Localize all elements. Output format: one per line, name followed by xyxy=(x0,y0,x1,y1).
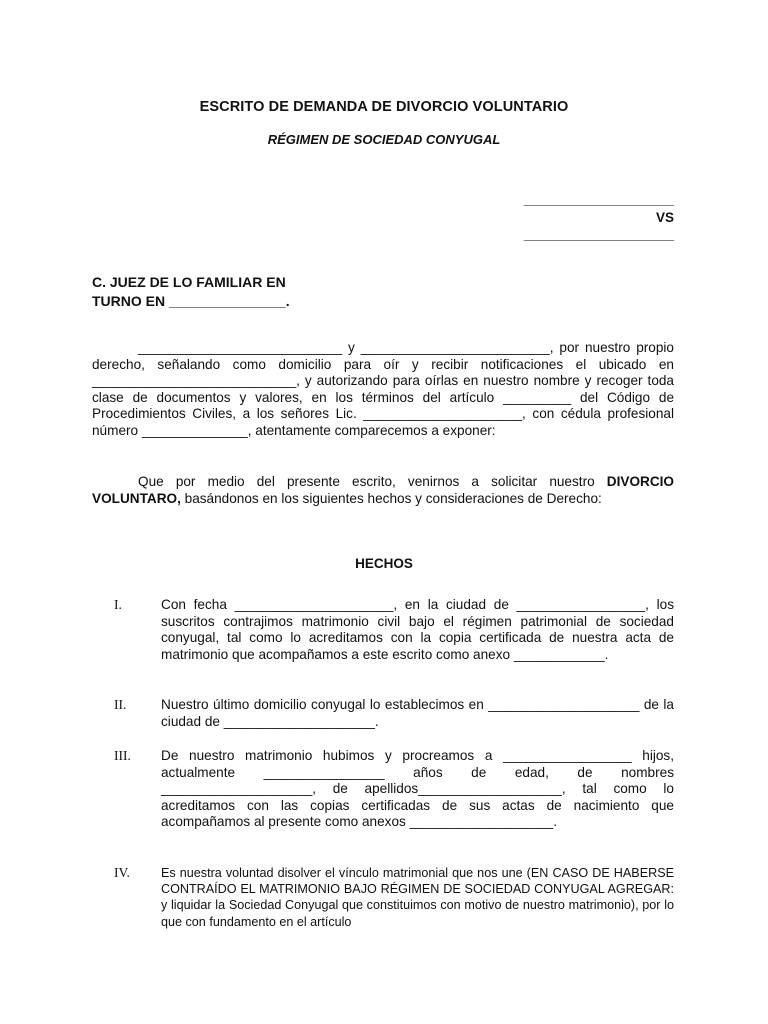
fact-numeral: IV. xyxy=(114,865,130,880)
fact-text: Nuestro último domicilio conyugal lo establecimos en ____________________ de la ciudad de ____________________. xyxy=(161,697,674,729)
fact-numeral: III. xyxy=(114,748,131,763)
addressee-line-2: TURNO EN _______________. xyxy=(92,292,290,309)
plaintiff-blank-line: ____________________ xyxy=(523,192,674,207)
versus-label: VS xyxy=(655,209,674,225)
request-paragraph xyxy=(92,474,674,507)
document-subtitle: RÉGIMEN DE SOCIEDAD CONYUGAL xyxy=(267,132,501,147)
fact-numeral: II. xyxy=(114,697,127,712)
request-text-before: Que por medio del presente escrito, venirnos a solicitar nuestro xyxy=(138,474,607,489)
addressee-line-1: C. JUEZ DE LO FAMILIAR EN xyxy=(92,274,286,290)
fact-numeral: I. xyxy=(114,597,122,612)
fact-text: Con fecha _____________________, en la ciudad de _________________, los suscritos contrajimos matrimonio civil bajo el régimen patrimonial de sociedad conyugal, tal como lo acreditamos con la copia certificada de nuestra acta de matrimonio que acompañamos a este escrito como anexo ____________. xyxy=(161,597,674,662)
request-text-after: basándonos en los siguientes hechos y consideraciones de Derecho: xyxy=(180,490,602,506)
section-heading: HECHOS xyxy=(355,556,413,571)
defendant-blank-line: ____________________ xyxy=(523,227,674,242)
addressee-block xyxy=(92,273,290,310)
document-title: ESCRITO DE DEMANDA DE DIVORCIO VOLUNTARIO xyxy=(199,99,569,115)
request-text-bold: DIVORCIO VOLUNTARO, xyxy=(92,474,674,506)
fact-text: De nuestro matrimonio hubimos y procreamos a _________________ hijos, actualmente ________________ años de edad, de nombres ____________________, de apellidos___________________, tal como lo acreditamos con las copias certificadas de sus actas de nacimiento que acompañamos al presente como anexos ___________________. xyxy=(161,748,674,830)
parties-block xyxy=(524,191,674,244)
fact-text: Es nuestra voluntad disolver el vínculo matrimonial que nos une (EN CASO DE HABERSE CONTRAÍDO EL MATRIMONIO BAJO RÉGIMEN DE SOCIEDAD CONYUGAL AGREGAR: y liquidar la Sociedad Conyugal que constituimos con motivo de nuestro matrimonio), por lo que con fundamento en el artículo xyxy=(161,866,674,929)
intro-paragraph: ___________________________ y _________________________, por nuestro propio derecho, señalando como domicilio para oír y recibir notificaciones el ubicado en ___________________________, y autorizando para oírlas en nuestro nombre y recoger toda clase de documentos y valores, en los términos del artículo _________ del Código de Procedimientos Civiles, a los señores Lic. _____________________, con cédula profesional número ______________, atentamente comparecemos a exponer: xyxy=(92,340,674,438)
